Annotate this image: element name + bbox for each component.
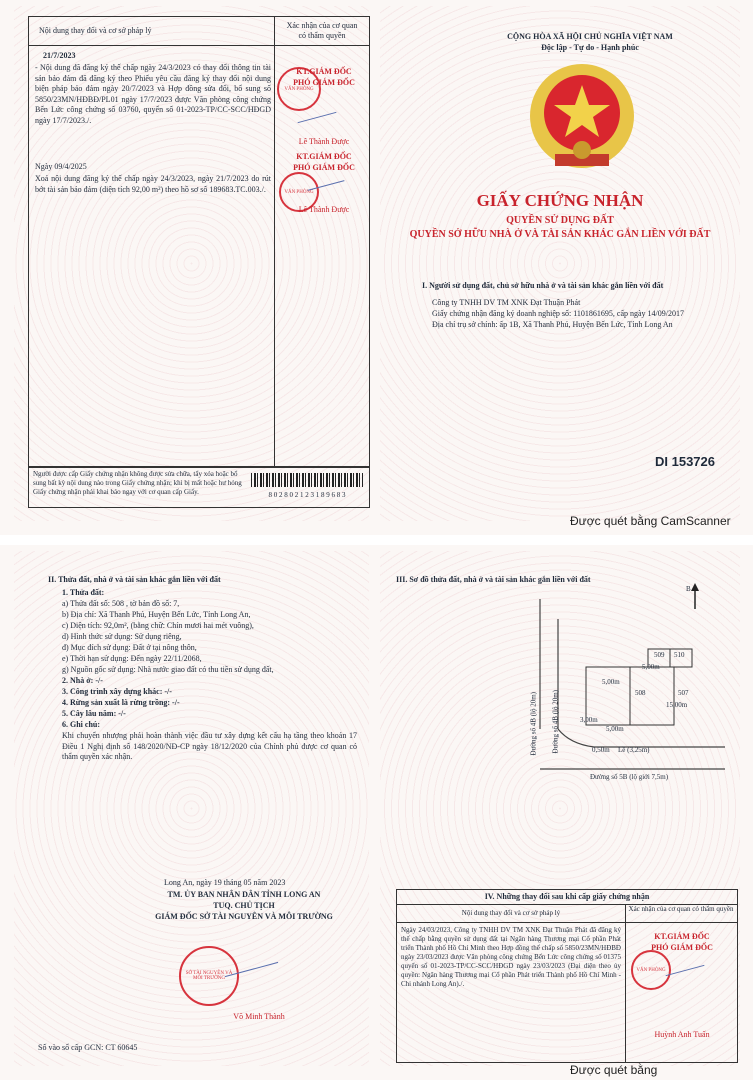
entry1-title: KT.GIÁM ĐỐC PHÓ GIÁM ĐỐC [293,67,355,87]
nation-title: CỘNG HÒA XÃ HỘI CHỦ NGHĨA VIỆT NAM [507,32,673,41]
certificate-page-2 [0,545,753,1080]
usage-origin: g) Nguồn gốc sử dụng: Nhà nước giao đất có thu tiền sử dụng đất, [62,665,274,674]
entry2-text: Xoá nội dung đăng ký thế chấp ngày 24/3/2023, ngày 21/7/2023 do rút bớt tài sản bảo đảm (diện tích 92,00 m²) theo hồ sơ số 189683.TC.003./. [35,174,271,194]
red-seal-icon: SỞ TÀI NGUYÊN VÀ MÔI TRƯỜNG [179,946,239,1006]
red-seal-icon: VĂN PHÒNG [631,950,671,990]
changes-table [28,16,370,468]
lot-label-509: 509 [654,651,665,659]
certificate-page-1 [0,0,753,535]
page1-left-panel [14,6,369,521]
plot-address: b) Địa chỉ: Xã Thanh Phú, Huyện Bến Lức, Tỉnh Long An, [62,610,251,619]
note-text: Khi chuyển nhượng phải hoàn thành việc đầu tư xây dựng kết cấu hạ tầng theo khoản 17 Điều 1 Nghị định số 148/2020/NĐ-CP ngày 18/12/2020 của Chính phủ được cơ quan có thẩm quyền xác nhận. [62,731,357,761]
north-arrow-head-icon [691,583,699,591]
place-date: Long An, ngày 19 tháng 05 năm 2023 [164,878,286,887]
dimension-3: 15,00m [666,701,688,709]
entry1-text: - Nội dung đã đăng ký thế chấp ngày 24/3/2023 có thay đổi thông tin tài sản bảo đảm đã đăng ký theo Phiếu yêu cầu đăng ký thay đổi nội dung biện pháp bảo đảm ngày 20/7/2023 và Hợp đồng sửa đổi, bổ sung số 5850/23MN/HĐBĐ/PL01 ngày 17/7/2023 được Văn phòng công chứng Bến Lức công chứng số 03760, quyển số 01-2023-TP/CC-SCC/HĐGD ngày 17/7/2023./. [35,63,271,125]
dimension-4: 5,00m [606,725,624,733]
signature-icon [298,112,337,123]
motto: Độc lập - Tự do - Hạnh phúc [541,43,639,52]
page2-right-panel [380,551,740,1066]
lot-label-508: 508 [635,689,646,697]
scanner-watermark: Được quét bằng CamScanner [570,514,731,528]
other-construction-line: 3. Công trình xây dựng khác: -/- [62,687,172,696]
lot-label-510: 510 [674,651,685,659]
national-emblem-icon [525,58,640,178]
certificate-subtitle-1: QUYỀN SỬ DỤNG ĐẤT [506,215,614,226]
red-seal-icon: VĂN PHÒNG [277,67,321,111]
perennial-line: 5. Cây lâu năm: -/- [62,709,126,718]
dimension-7: 3,00m [580,716,598,724]
col-header-changes: Nội dung thay đổi và cơ sở pháp lý [461,909,561,917]
road-label-2: Đường số 4B (lộ 20m) [551,690,560,754]
signatory-line-3: GIÁM ĐỐC SỞ TÀI NGUYÊN VÀ MÔI TRƯỜNG [155,912,333,921]
house-line: 2. Nhà ở: -/- [62,676,103,685]
page2-left-panel [14,551,369,1066]
note-heading: 6. Ghi chú: [62,720,101,729]
forest-line: 4. Rừng sản xuất là rừng trồng: -/- [62,698,180,707]
page1-right-panel [380,6,740,521]
dimension-6: Lề (3,25m) [618,746,650,754]
entry2-title: KT.GIÁM ĐỐC PHÓ GIÁM ĐỐC [293,152,355,172]
dimension-1: 5,00m [602,678,620,686]
owner-name: Công ty TNHH DV TM XNK Đạt Thuận Phát [432,298,581,307]
entry2-signer: Lê Thành Được [298,205,350,214]
barcode-number: 8 0 2 8 0 2 1 2 3 1 8 9 6 8 3 [268,491,346,499]
plot-number: a) Thửa đất số: 508 , tờ bản đồ số: 7, [62,599,180,608]
footer-box [28,466,370,508]
usage-purpose: đ) Mục đích sử dụng: Đất ở tại nông thôn, [62,643,197,652]
barcode-icon [251,473,363,487]
section-2-heading: II. Thửa đất, nhà ở và tài sản khác gắn liền với đất [48,575,221,584]
business-registration: Giấy chứng nhận đăng ký doanh nghiệp số: 1101861695, cấp ngày 14/09/2017 [432,309,684,318]
section-1-heading: I. Người sử dụng đất, chủ sở hữu nhà ở và tài sản khác gắn liền với đất [422,281,664,290]
lot-label-507: 507 [678,689,689,697]
change-entry-signer: Huỳnh Anh Tuấn [654,1030,710,1039]
signature-icon [666,965,705,976]
usage-term: e) Thời hạn sử dụng: Đến ngày 22/11/2068, [62,654,202,663]
col-header-changes: Nội dung thay đổi và cơ sở pháp lý [39,26,152,35]
entry1-date: 21/7/2023 [43,51,76,60]
section-3-heading: III. Sơ đồ thửa đất, nhà ở và tài sản khác gắn liền với đất [396,575,591,584]
dimension-2: 5,00m [642,663,660,671]
land-plot-heading: 1. Thửa đất: [62,588,105,597]
col-header-auth: Xác nhận của cơ quan có thẩm quyền [286,21,358,40]
footer-note: Người được cấp Giấy chứng nhận không được sửa chữa, tẩy xóa hoặc bổ sung bất kỳ nội dung nào trong Giấy chứng nhận; khi bị mất hoặc hư hỏng Giấy chứng nhận phải khai báo ngay với cơ quan cấp Giấy. [33,470,242,496]
entry1-signer: Lê Thành Được [298,137,350,146]
certificate-subtitle-2: QUYỀN SỞ HỮU NHÀ Ở VÀ TÀI SẢN KHÁC GẮN LIỀN VỚI ĐẤT [409,229,711,240]
section-4-heading: IV. Những thay đổi sau khi cấp giấy chứng nhận [484,892,650,901]
change-entry-title: KT.GIÁM ĐỐC PHÓ GIÁM ĐỐC [651,932,713,952]
change-entry-text: Ngày 24/03/2023, Công ty TNHH DV TM XNK Đạt Thuận Phát đã đăng ký thế chấp bằng quyền sử dụng đất tại Ngân hàng Thương mại Cổ phần Phát triển Thành phố Hồ Chí Minh theo Hợp đồng thế chấp số 5850/23MN/HĐBĐ ngày 23/03/2023 được Văn phòng công chứng Bến Lức công chứng số 01375 quyển số 01-2023-TP/CC-SCC/HĐGD ngày 23/03/2023 (Đại diện theo ủy quyền: Ngân hàng Thương mại Cổ phần Phát triển Thành phố Hồ Chí Minh - Chi nhánh Long An)./. [401,926,621,988]
signatory-line-2: TUQ. CHỦ TỊCH [213,901,275,910]
signatory-name: Võ Minh Thành [233,1012,285,1021]
entry2-date: Ngày 09/4/2025 [35,162,87,171]
certificate-title: GIẤY CHỨNG NHẬN [476,191,644,210]
scanner-watermark: Được quét bằng [570,1063,658,1077]
plot-area: c) Diện tích: 92,0m², (bằng chữ: Chín mươi hai mét vuông), [62,621,254,630]
usage-form: d) Hình thức sử dụng: Sử dụng riêng, [62,632,182,641]
signatory-line-1: TM. ỦY BAN NHÂN DÂN TỈNH LONG AN [167,890,321,899]
head-office-address: Địa chỉ trụ sở chính: ấp 1B, Xã Thanh Phú, Huyện Bến Lức, Tỉnh Long An [432,320,673,329]
dimension-5: 0,50m [592,746,610,754]
road-label-1: Đường số 4B (lộ 20m) [529,692,538,756]
north-label: B [686,585,691,593]
red-seal-icon: VĂN PHÒNG [279,172,319,212]
book-number: Số vào sổ cấp GCN: CT 60645 [38,1043,138,1052]
certificate-serial: DI 153726 [655,454,715,469]
road-label-3: Đường số 5B (lộ giới 7,5m) [590,773,669,781]
changes-after-issue-table [396,889,738,1063]
col-header-auth: Xác nhận của cơ quan có thẩm quyền [628,905,734,913]
